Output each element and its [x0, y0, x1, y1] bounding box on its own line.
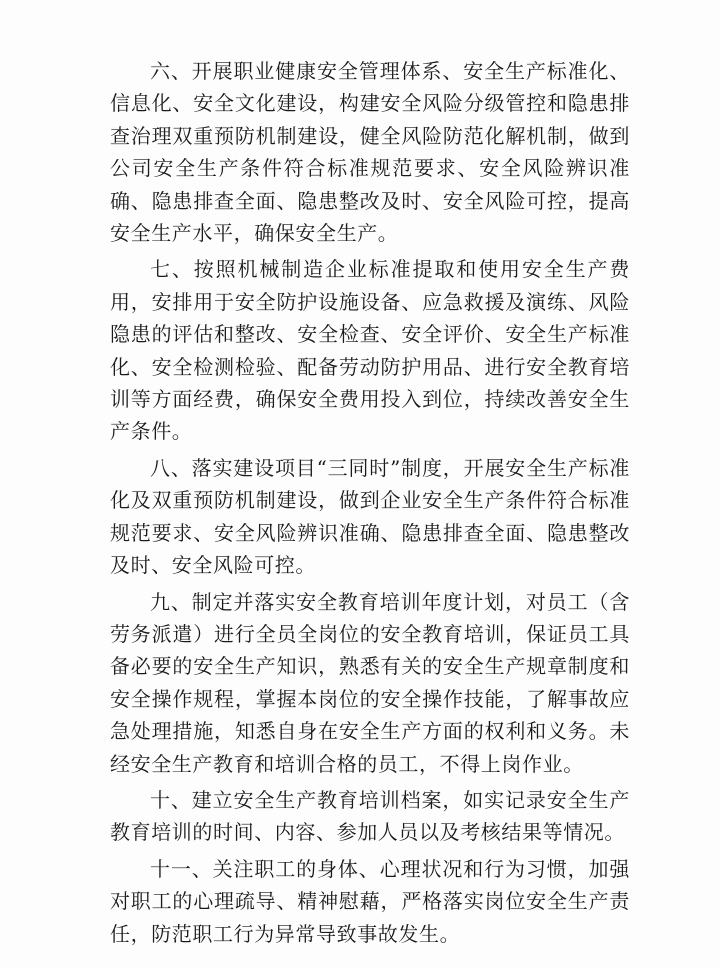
paragraph-8: 八、落实建设项目“三同时”制度，开展安全生产标准化及双重预防机制建设，做到企业安全生产条件符合标准规范要求、安全风险辨识准确、隐患排查全面、隐患整改及时、安全风险可控。 [110, 455, 630, 578]
paragraph-6: 六、开展职业健康安全管理体系、安全生产标准化、信息化、安全文化建设，构建安全风险分级管控和隐患排查治理双重预防机制建设，健全风险防范化解机制，做到公司安全生产条件符合标准规范要求、安全风险辨识准确、隐患排查全面、隐患整改及时、安全风险可控，提高安全生产水平，确保安全生产。 [110, 59, 630, 246]
paragraph-10: 十、建立安全生产教育培训档案，如实记录安全生产教育培训的时间、内容、参加人员以及考核结果等情况。 [110, 787, 630, 845]
paragraph-11: 十一、关注职工的身体、心理状况和行为习惯，加强对职工的心理疏导、精神慰藉，严格落实岗位安全生产责任，防范职工行为异常导致事故发生。 [110, 856, 630, 946]
paragraph-9: 九、制定并落实安全教育培训年度计划，对员工（含劳务派遣）进行全员全岗位的安全教育培训，保证员工具备必要的安全生产知识，熟悉有关的安全生产规章制度和安全操作规程，掌握本岗位的安全操作技能，了解事故应急处理措施，知悉自身在安全生产方面的权利和义务。未经安全生产教育和培训合格的员工，不得上岗作业。 [110, 589, 630, 776]
paragraph-7: 七、按照机械制造企业标准提取和使用安全生产费用，安排用于安全防护设施设备、应急救援及演练、风险隐患的评估和整改、安全检查、安全评价、安全生产标准化、安全检测检验、配备劳动防护用品、进行安全教育培训等方面经费，确保安全费用投入到位，持续改善安全生产条件。 [110, 257, 630, 444]
document-body [110, 55, 630, 954]
